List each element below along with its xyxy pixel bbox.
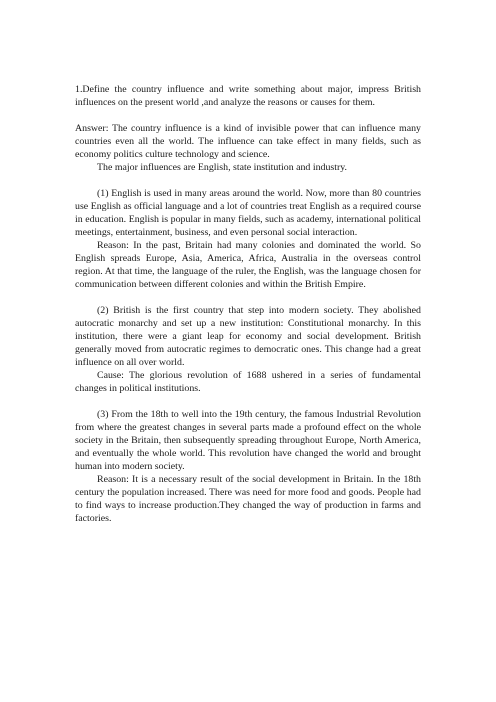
major-influences: The major influences are English, state institution and industry.: [97, 162, 348, 173]
section-2-reason: Cause: The glorious revolution of 1688 ushered in a series of fundamental changes in political institutions.: [75, 370, 421, 394]
section-3-point: (3) From the 18th to well into the 19th century, the famous Industrial Revolution from where the greatest changes in several parts made a profound effect on the whole society in the Britain, then subsequently spreading throughout Europe, North America, and eventually the whole world. This revolution have changed the world and brought human into modern society.: [75, 409, 421, 472]
section-3-reason: Reason: It is a necessary result of the social development in Britain. In the 18th century the population increased. There was need for more food and goods. People had to find ways to increase production.They changed the way of production in farms and factories.: [75, 474, 421, 524]
section-1-point: (1) English is used in many areas around the world. Now, more than 80 countries use English as official language and a lot of countries treat English as a required course in education. English is popular in many fields, such as academy, international political meetings, entertainment, business, and even personal social interaction.: [75, 188, 421, 238]
answer-intro: Answer: The country influence is a kind of invisible power that can influence many countries even all the world. The influence can take effect in many fields, such as economy politics culture technology and science.: [75, 123, 421, 160]
document-page: [75, 83, 421, 525]
question-text: 1.Define the country influence and write something about major, impress British influences on the present world ,and analyze the reasons or causes for them.: [75, 84, 421, 108]
section-2-point: (2) British is the first country that step into modern society. They abolished autocratic monarchy and set up a new institution: Constitutional monarchy. In this institution, there were a giant leap for economy and social development. British generally moved from autocratic regimes to democratic ones. This change had a great influence on all over world.: [75, 305, 421, 368]
section-1-reason: Reason: In the past, Britain had many colonies and dominated the world. So English spreads Europe, Asia, America, Africa, Australia in the overseas control region. At that time, the language of the ruler, the English, was the language chosen for communication between different colonies and within the British Empire.: [75, 240, 421, 290]
